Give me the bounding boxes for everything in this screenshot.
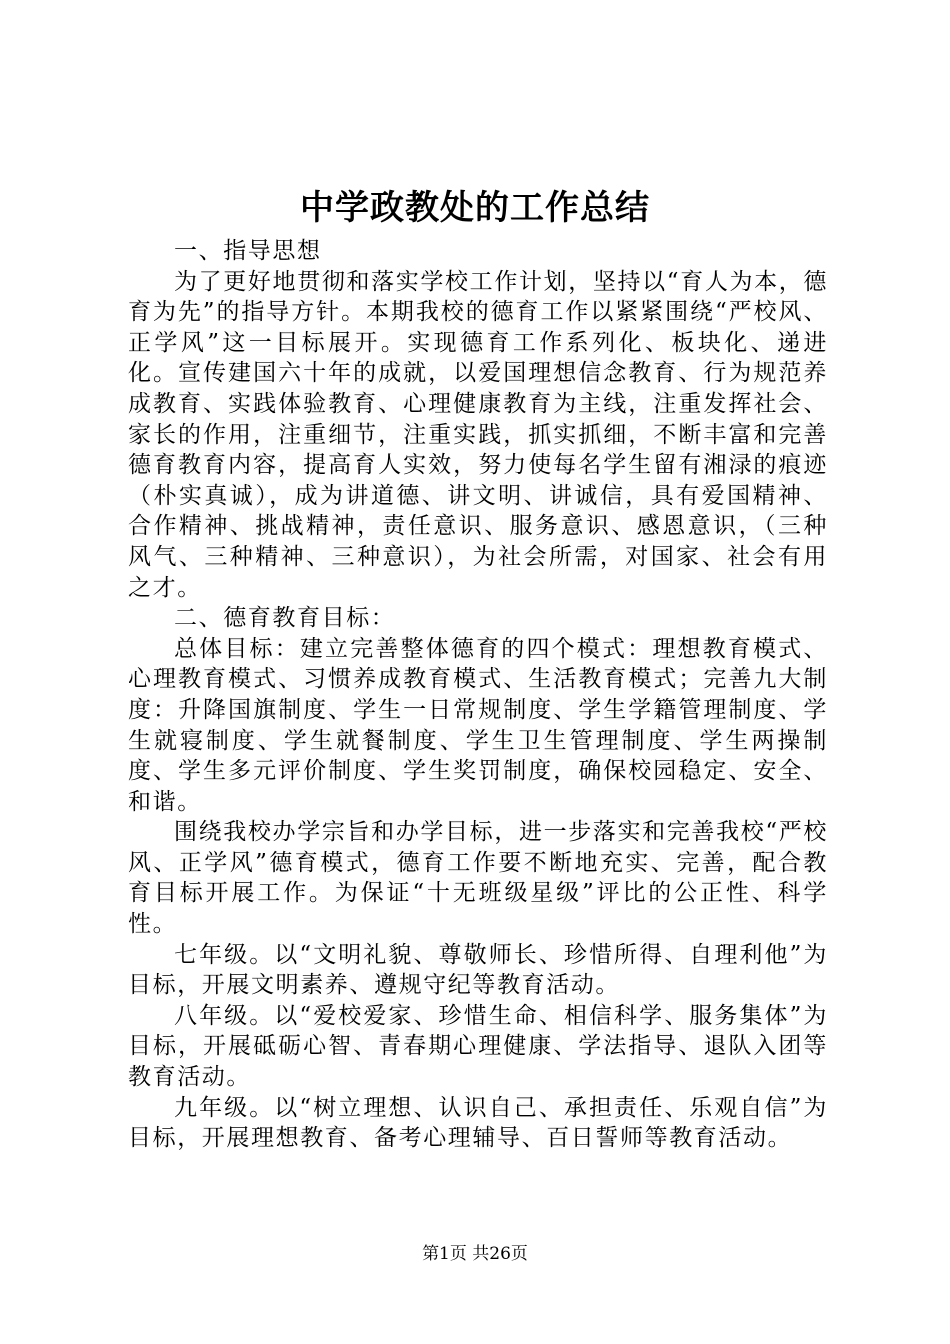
document-body: [128, 236, 828, 1154]
paragraph-school-aims: 围绕我校办学宗旨和办学目标，进一步落实和完善我校“严校风、正学风”德育模式，德育工作要不断地充实、完善，配合教育目标开展工作。为保证“十无班级星级”评比的公正性、科学性。: [128, 819, 828, 938]
section-heading-guiding-ideology: 一、指导思想: [174, 238, 322, 264]
section-heading-moral-education-goals: 二、德育教育目标：: [174, 605, 396, 632]
paragraph-grade-seven: 七年级。以“文明礼貌、尊敬师长、珍惜所得、自理利他”为目标，开展文明素养、遵规守纪等教育活动。: [128, 941, 828, 999]
paragraph-grade-nine: 九年级。以“树立理想、认识自己、承担责任、乐观自信”为目标，开展理想教育、备考心理辅导、百日誓师等教育活动。: [128, 1094, 828, 1152]
paragraph-guiding-ideology: 为了更好地贯彻和落实学校工作计划，坚持以“育人为本，德育为先”的指导方针。本期我校的德育工作以紧紧围绕“严校风、正学风”这一目标展开。实现德育工作系列化、板块化、递进化。宣传建国六十年的成就，以爱国理想信念教育、行为规范养成教育、实践体验教育、心理健康教育为主线，注重发挥社会、家长的作用，注重细节，注重实践，抓实抓细，不断丰富和完善德育教育内容，提高育人实效，努力使每名学生留有湘渌的痕迹（朴实真诚），成为讲道德、讲文明、讲诚信，具有爱国精神、合作精神、挑战精神，责任意识、服务意识、感恩意识，（三种风气、三种精神、三种意识），为社会所需，对国家、社会有用之才。: [128, 268, 828, 601]
paragraph-overall-goals: 总体目标：建立完善整体德育的四个模式：理想教育模式、心理教育模式、习惯养成教育模式、生活教育模式；完善九大制度：升降国旗制度、学生一日常规制度、学生学籍管理制度、学生就寝制度、学生就餐制度、学生卫生管理制度、学生两操制度、学生多元评价制度、学生奖罚制度，确保校园稳定、安全、和谐。: [128, 635, 828, 815]
paragraph-grade-eight: 八年级。以“爱校爱家、珍惜生命、相信科学、服务集体”为目标，开展砥砺心智、青春期心理健康、学法指导、退队入团等教育活动。: [128, 1002, 828, 1091]
document-title: 中学政教处的工作总结: [300, 188, 650, 228]
page-footer: 第1页 共26页: [422, 1244, 528, 1264]
